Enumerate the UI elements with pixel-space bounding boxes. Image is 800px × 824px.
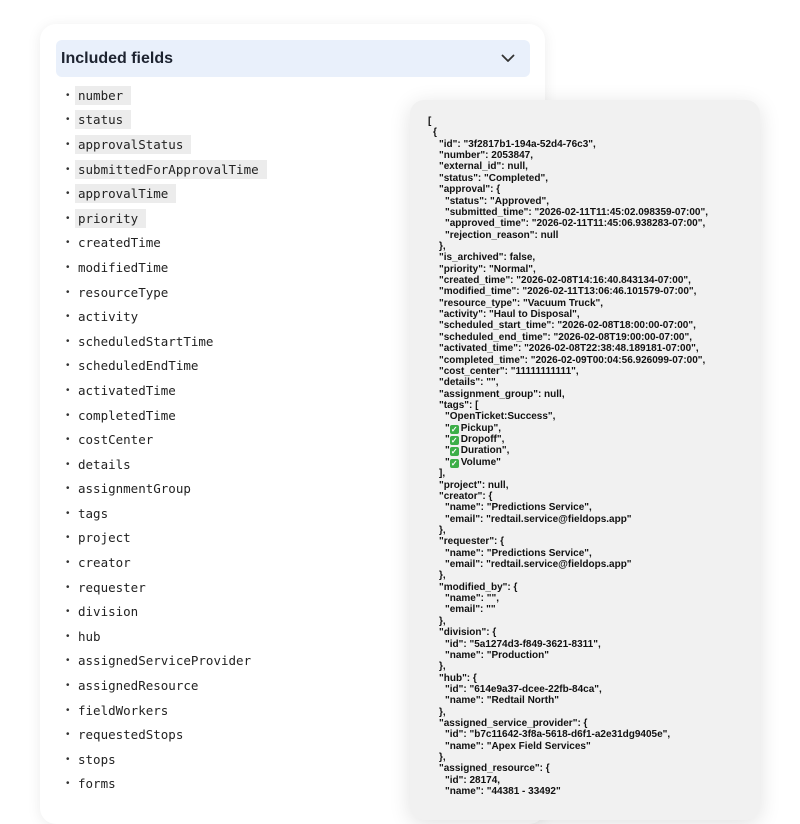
field-name: assignmentGroup xyxy=(78,481,191,497)
json-line: "status": "Approved", xyxy=(445,195,549,207)
field-name: division xyxy=(78,604,139,620)
field-item xyxy=(66,108,267,133)
json-line: "is_archived": false, xyxy=(439,252,536,264)
json-line: "email": "redtail.service@fieldops.app" xyxy=(445,513,632,525)
json-line: "creator": { xyxy=(439,490,493,502)
json-line: "✓ Pickup", xyxy=(445,422,502,434)
bullet-icon: • xyxy=(66,237,70,249)
json-line: "name": "Redtail North" xyxy=(445,695,559,707)
field-item xyxy=(66,304,267,329)
bullet-icon: • xyxy=(66,138,70,150)
json-line: "email": "redtail.service@fieldops.app" xyxy=(445,559,632,571)
field-name: modifiedTime xyxy=(78,259,169,275)
json-line: "approved_time": "2026-02-11T11:45:06.938283-07:00", xyxy=(445,218,706,230)
bullet-icon: • xyxy=(66,630,70,642)
field-name: details xyxy=(78,456,131,472)
json-line: "email": "" xyxy=(445,604,496,616)
field-name: costCenter xyxy=(78,432,154,448)
field-item xyxy=(66,698,267,723)
field-name: approvalStatus xyxy=(75,135,191,154)
json-line: "modified_time": "2026-02-11T13:06:46.101579-07:00", xyxy=(439,286,697,298)
json-line: "name": "Predictions Service", xyxy=(445,547,592,559)
bullet-icon: • xyxy=(66,114,70,126)
field-name: activatedTime xyxy=(78,382,176,398)
json-line: "id": "b7c11642-3f8a-5618-d6f1-a2e31dg9405e", xyxy=(445,729,671,741)
bullet-icon: • xyxy=(66,507,70,519)
field-item xyxy=(66,280,267,305)
bullet-icon: • xyxy=(66,384,70,396)
json-line: "details": "", xyxy=(439,377,499,389)
bullet-icon: • xyxy=(66,680,70,692)
field-name: fieldWorkers xyxy=(78,702,169,718)
json-line: "name": "44381 - 33492" xyxy=(445,786,561,798)
check-mark-icon: ✓ xyxy=(450,424,458,434)
field-name: stops xyxy=(78,751,116,767)
bullet-icon: • xyxy=(66,188,70,200)
json-line: "activated_time": "2026-02-08T22:38:48.189181-07:00", xyxy=(439,343,699,355)
bullet-icon: • xyxy=(66,409,70,421)
bullet-icon: • xyxy=(66,335,70,347)
field-item xyxy=(66,181,267,206)
json-line: "cost_center": "11111111111", xyxy=(439,365,579,377)
field-item xyxy=(66,599,267,624)
field-name: number xyxy=(75,86,131,105)
json-line: "approval": { xyxy=(439,184,501,196)
json-line: "assignment_group": null, xyxy=(439,388,565,400)
field-item xyxy=(66,329,267,354)
field-item xyxy=(66,378,267,403)
field-item xyxy=(66,477,267,502)
json-line: "id": "5a1274d3-f849-3621-8311", xyxy=(445,638,601,650)
json-line: "scheduled_end_time": "2026-02-08T19:00:00-07:00", xyxy=(439,331,692,343)
field-name: forms xyxy=(78,776,116,792)
field-name: createdTime xyxy=(78,235,161,251)
json-line: "completed_time": "2026-02-09T00:04:56.926099-07:00", xyxy=(439,354,706,366)
bullet-icon: • xyxy=(66,532,70,544)
field-item xyxy=(66,231,267,256)
bullet-icon: • xyxy=(66,434,70,446)
json-line: "submitted_time": "2026-02-11T11:45:02.098359-07:00", xyxy=(445,206,708,218)
bullet-icon: • xyxy=(66,212,70,224)
check-mark-icon: ✓ xyxy=(450,458,458,468)
field-name: assignedServiceProvider xyxy=(78,653,252,669)
bullet-icon: • xyxy=(66,261,70,273)
field-item xyxy=(66,575,267,600)
json-line: "activity": "Haul to Disposal", xyxy=(439,309,580,321)
field-name: priority xyxy=(75,209,146,228)
field-item xyxy=(66,526,267,551)
field-name: status xyxy=(75,110,131,129)
field-name: completedTime xyxy=(78,407,176,423)
bullet-icon: • xyxy=(66,311,70,323)
json-preview-panel xyxy=(410,100,760,820)
bullet-icon: • xyxy=(66,163,70,175)
field-item xyxy=(66,772,267,797)
json-line: "external_id": null, xyxy=(439,161,528,173)
json-line: "name": "Predictions Service", xyxy=(445,502,592,514)
check-mark-icon: ✓ xyxy=(450,447,458,457)
field-name: project xyxy=(78,530,131,546)
bullet-icon: • xyxy=(66,581,70,593)
field-item xyxy=(66,673,267,698)
field-item xyxy=(66,354,267,379)
field-item xyxy=(66,83,267,108)
field-name: requester xyxy=(78,579,146,595)
json-line: "assigned_resource": { xyxy=(439,763,550,775)
bullet-icon: • xyxy=(66,778,70,790)
json-line: "status": "Completed", xyxy=(439,172,548,184)
field-item xyxy=(66,501,267,526)
json-line: "rejection_reason": null xyxy=(445,229,559,241)
json-line: "name": "Apex Field Services" xyxy=(445,740,591,752)
bullet-icon: • xyxy=(66,729,70,741)
field-item xyxy=(66,452,267,477)
included-fields-title: Included fields xyxy=(61,49,174,67)
json-line: "resource_type": "Vacuum Truck", xyxy=(439,297,604,309)
bullet-icon: • xyxy=(66,360,70,372)
field-name: approvalTime xyxy=(75,184,176,203)
field-item xyxy=(66,550,267,575)
bullet-icon: • xyxy=(66,606,70,618)
bullet-icon: • xyxy=(66,89,70,101)
json-line: "requester": { xyxy=(439,536,505,548)
json-line: }, xyxy=(439,661,446,673)
json-line: "number": 2053847, xyxy=(439,150,533,162)
field-name: activity xyxy=(78,309,139,325)
field-name: creator xyxy=(78,555,131,571)
included-fields-header[interactable] xyxy=(56,40,530,77)
json-line: "modified_by": { xyxy=(439,581,518,593)
json-line: "name": "Production" xyxy=(445,649,549,661)
json-line: "✓ Duration", xyxy=(445,445,510,457)
field-name: submittedForApprovalTime xyxy=(75,160,267,179)
check-mark-icon: ✓ xyxy=(450,436,458,446)
bullet-icon: • xyxy=(66,753,70,765)
json-line: "priority": "Normal", xyxy=(439,263,536,275)
json-line: "id": "3f2817b1-194a-52d4-76c3", xyxy=(439,138,596,150)
field-item xyxy=(66,157,267,182)
json-line: "division": { xyxy=(439,627,497,639)
json-line: }, xyxy=(439,706,446,718)
field-name: requestedStops xyxy=(78,727,184,743)
included-fields-list xyxy=(66,83,267,796)
json-line: }, xyxy=(439,752,446,764)
json-line: "tags": [ xyxy=(439,399,479,411)
bullet-icon: • xyxy=(66,557,70,569)
field-item xyxy=(66,722,267,747)
bullet-icon: • xyxy=(66,655,70,667)
field-item xyxy=(66,206,267,231)
field-name: hub xyxy=(78,628,101,644)
field-name: assignedResource xyxy=(78,678,199,694)
field-item xyxy=(66,427,267,452)
bullet-icon: • xyxy=(66,704,70,716)
json-line: }, xyxy=(439,524,446,536)
json-line: }, xyxy=(439,570,446,582)
field-item xyxy=(66,403,267,428)
field-name: tags xyxy=(78,505,109,521)
json-line: "✓ Volume" xyxy=(445,456,501,468)
chevron-down-icon[interactable] xyxy=(500,51,516,67)
json-line: "id": 28174, xyxy=(445,774,501,786)
json-line: "OpenTicket:Success", xyxy=(445,411,556,423)
json-line: }, xyxy=(439,615,446,627)
json-line: ], xyxy=(439,468,446,480)
field-item xyxy=(66,649,267,674)
field-item xyxy=(66,132,267,157)
json-line: "created_time": "2026-02-08T14:16:40.843134-07:00", xyxy=(439,275,691,287)
field-name: scheduledStartTime xyxy=(78,333,214,349)
json-line: "project": null, xyxy=(439,479,509,491)
field-name: scheduledEndTime xyxy=(78,358,199,374)
field-item xyxy=(66,255,267,280)
json-preview-code xyxy=(428,116,708,798)
json-line: "assigned_service_provider": { xyxy=(439,718,588,730)
json-line: "✓ Dropoff", xyxy=(445,434,505,446)
bullet-icon: • xyxy=(66,286,70,298)
json-line: "name": "", xyxy=(445,593,499,605)
json-line: "id": "614e9a37-dcee-22fb-84ca", xyxy=(445,683,602,695)
bullet-icon: • xyxy=(66,483,70,495)
json-line: "hub": { xyxy=(439,672,477,684)
json-line: "scheduled_start_time": "2026-02-08T18:00:00-07:00", xyxy=(439,320,696,332)
field-item xyxy=(66,624,267,649)
json-line: }, xyxy=(439,240,446,252)
json-line: [ xyxy=(428,116,432,127)
field-name: resourceType xyxy=(78,284,169,300)
field-item xyxy=(66,747,267,772)
bullet-icon: • xyxy=(66,458,70,470)
json-line: { xyxy=(433,127,437,139)
